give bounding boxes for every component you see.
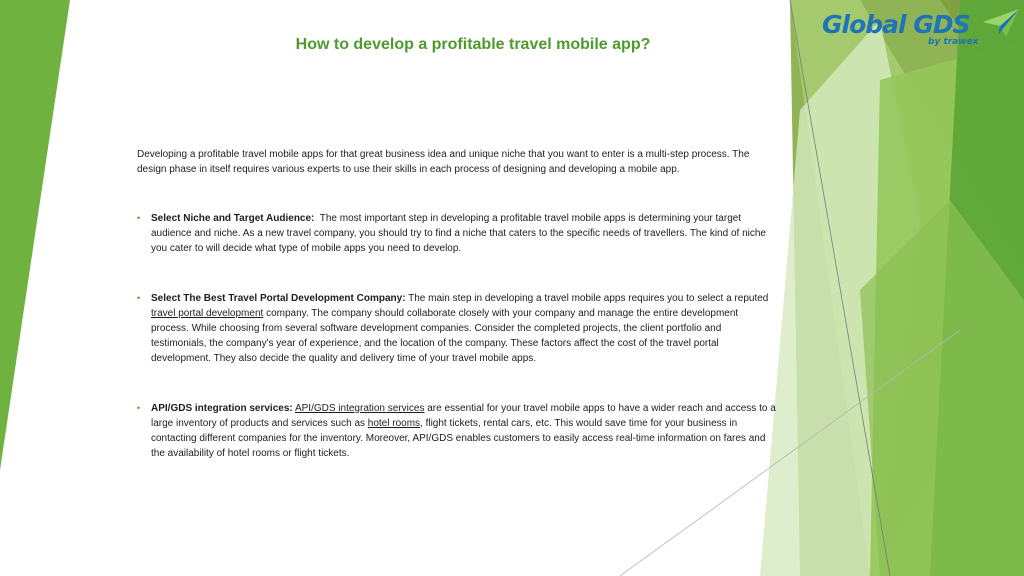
logo-tagline: by trawex xyxy=(928,37,979,47)
bullet-marker: • xyxy=(137,293,141,303)
bullet-portal-company xyxy=(137,291,777,366)
logo-wordmark: Global GDS xyxy=(822,10,970,39)
global-gds-logo xyxy=(820,8,1020,52)
travel-portal-development-link[interactable]: travel portal development xyxy=(151,308,264,319)
bullet-text: The main step in developing a travel mobile apps requires you to select a reputed xyxy=(408,293,769,304)
article-body xyxy=(137,147,777,461)
api-gds-integration-link[interactable]: API/GDS integration services xyxy=(294,403,425,414)
paper-plane-icon xyxy=(982,8,1020,38)
page-title: How to develop a profitable travel mobile app? xyxy=(295,36,651,53)
bullet-marker: • xyxy=(137,403,141,413)
intro-paragraph: Developing a profitable travel mobile apps for that great business idea and unique niche that you want to enter is a multi-step process. The design phase in itself requires various experts to use their skills in each process of designing and developing a mobile app. xyxy=(137,149,750,175)
bullet-label: API/GDS integration services: xyxy=(151,403,293,414)
bullet-niche-audience xyxy=(137,211,777,256)
bullet-text-continued: , flight tickets, rental cars, etc. This would save time for your business in contacting different companies for the inventory. Moreover, API/GDS enables customers to easily access real-time information on fares and the availability of hotel rooms or flight tickets. xyxy=(151,418,766,459)
bullet-text: are essential for your travel mobile apps to have a wider reach and access to a large inventory of products and services such as xyxy=(151,403,776,429)
bullet-label: Select The Best Travel Portal Development Company: xyxy=(151,293,406,304)
bullet-text-continued: company. The company should collaborate closely with your company and manage the entire development process. While choosing from several software development companies. Consider the completed projects, the client portfolio and testimonials, the company's year of experience, and the location of the company. These factors affect the cost of the travel portal development. They also decide the quality and delivery time of your travel mobile apps. xyxy=(151,308,739,364)
left-green-wedge xyxy=(0,0,70,470)
hotel-rooms-link[interactable]: hotel rooms xyxy=(367,418,421,429)
bullet-marker: • xyxy=(137,213,141,223)
bullet-api-gds xyxy=(137,401,777,461)
bullet-text: The most important step in developing a profitable travel mobile apps is determining your target audience and niche. As a new travel company, you should try to find a niche that caters to the specific needs of travellers. The kind of niche you cater to will decide what type of mobile apps you need to develop. xyxy=(151,213,766,254)
bullet-label: Select Niche and Target Audience: xyxy=(151,213,315,224)
